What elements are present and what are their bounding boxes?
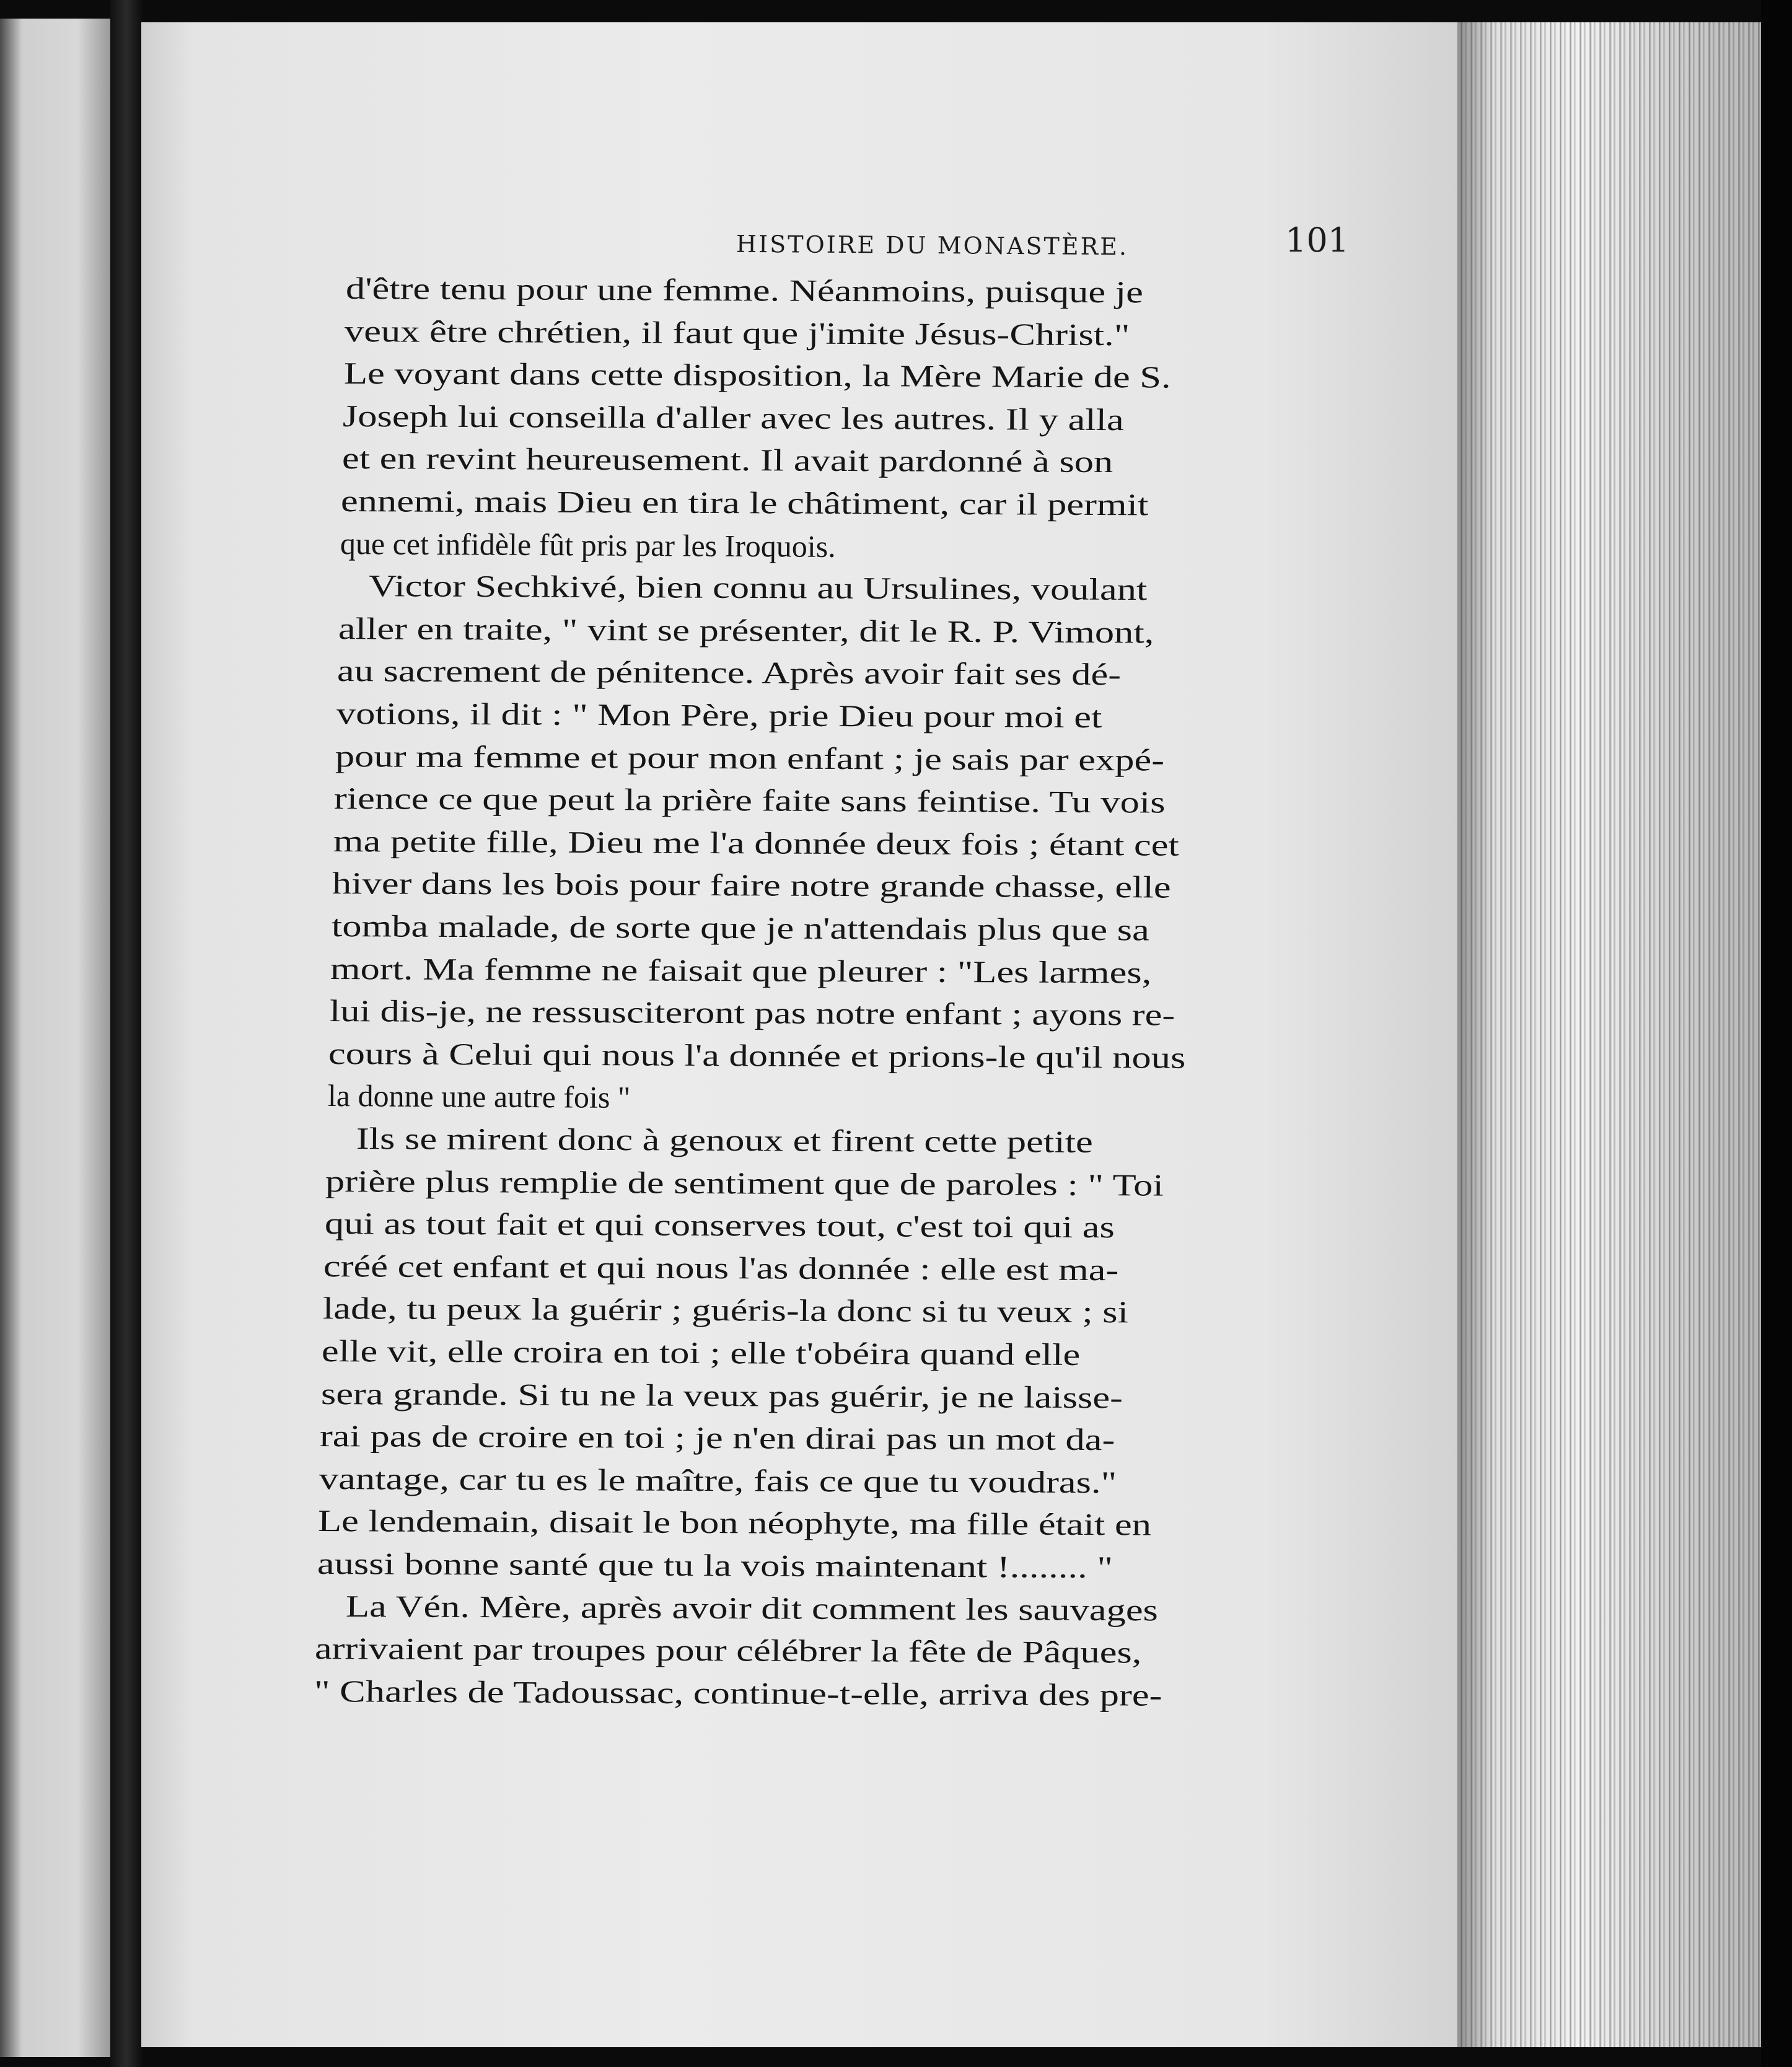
text-line: arrivaient par troupes pour célébrer la fête de Pâques, bbox=[315, 1631, 1143, 1670]
text-line: votions, il dit : " Mon Père, prie Dieu pour moi et bbox=[336, 696, 1102, 735]
text-line: rai pas de croire en toi ; je n'en dirai pas un mot da- bbox=[319, 1418, 1115, 1457]
text-line: Ils se mirent donc à genoux et firent cette petite bbox=[356, 1121, 1093, 1159]
text-line: au sacrement de pénitence. Après avoir fait ses dé- bbox=[336, 653, 1122, 692]
page-number: 101 bbox=[1285, 221, 1350, 260]
text-line: aller en traite, " vint se présenter, dit le R. P. Vimont, bbox=[338, 610, 1154, 650]
text-line: qui as tout fait et qui conserves tout, c'est toi qui as bbox=[324, 1206, 1115, 1245]
page-stack-shadow bbox=[1457, 22, 1761, 2047]
text-line: vantage, car tu es le maître, fais ce que tu voudras." bbox=[318, 1460, 1117, 1500]
text-line: mort. Ma femme ne faisait que pleurer : "Les larmes, bbox=[330, 950, 1152, 990]
previous-page-edge bbox=[0, 19, 110, 2057]
text-line: ennemi, mais Dieu en tira le châtiment, car il permit bbox=[341, 483, 1149, 522]
text-line: tomba malade, de sorte que je n'attendais plus que sa bbox=[331, 908, 1149, 947]
text-line: créé cet enfant et qui nous l'as donnée : elle est ma- bbox=[323, 1248, 1119, 1288]
text-line: rience ce que peut la prière faite sans feintise. Tu vois bbox=[334, 781, 1166, 820]
text-line: la donne une autre fois " bbox=[327, 1078, 631, 1115]
text-line: lade, tu peux la guérir ; guéris-la donc si tu veux ; si bbox=[322, 1291, 1129, 1330]
text-line: veux être chrétien, il faut que j'imite Jésus-Christ." bbox=[345, 313, 1130, 352]
text-line: ma petite fille, Dieu me l'a donnée deux fois ; étant cet bbox=[333, 823, 1179, 862]
text-line: prière plus remplie de sentiment que de paroles : " Toi bbox=[325, 1163, 1164, 1203]
text-line: pour ma femme et pour mon enfant ; je sais par expé- bbox=[335, 738, 1165, 778]
running-title: HISTOIRE DU MONASTÈRE. bbox=[736, 230, 1129, 261]
text-line: elle vit, elle croira en toi ; elle t'obéira quand elle bbox=[322, 1333, 1081, 1372]
text-line: aussi bonne santé que tu la vois maintenant !........ " bbox=[317, 1546, 1113, 1585]
text-line: Joseph lui conseilla d'aller avec les autres. Il y alla bbox=[343, 398, 1125, 437]
text-line: d'être tenu pour une femme. Néanmoins, puisque je bbox=[345, 271, 1144, 310]
text-line: lui dis-je, ne ressusciteront pas notre enfant ; ayons re- bbox=[329, 993, 1175, 1032]
text-line: sera grande. Si tu ne la veux pas guérir, je ne laisse- bbox=[320, 1376, 1123, 1415]
text-line: Le voyant dans cette disposition, la Mère Marie de S. bbox=[343, 356, 1171, 395]
scan-border bbox=[1761, 0, 1792, 2067]
text-line: hiver dans les bois pour faire notre grande chasse, elle bbox=[332, 866, 1172, 905]
text-line: Victor Sechkivé, bien connu au Ursulines, voulant bbox=[368, 568, 1148, 607]
text-line: Le lendemain, disait le bon néophyte, ma fille était en bbox=[317, 1503, 1152, 1542]
body-text bbox=[141, 22, 1460, 2047]
text-line: cours à Celui qui nous l'a donnée et prions-le qu'il nous bbox=[328, 1035, 1186, 1075]
book-page bbox=[141, 22, 1460, 2047]
text-line: que cet infidèle fût pris par les Iroquois. bbox=[340, 525, 836, 564]
book-gutter bbox=[110, 0, 143, 2067]
text-line: La Vén. Mère, après avoir dit comment les sauvages bbox=[345, 1588, 1159, 1627]
text-line: et en revint heureusement. Il avait pardonné à son bbox=[341, 441, 1113, 480]
text-line: " Charles de Tadoussac, continue-t-elle, arriva des pre- bbox=[314, 1673, 1162, 1713]
